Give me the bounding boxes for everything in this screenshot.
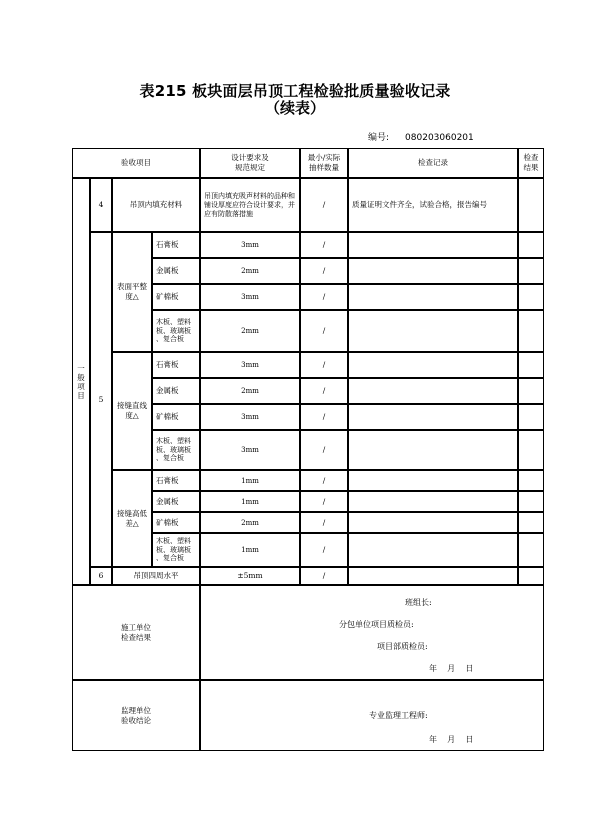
result-cell xyxy=(518,491,544,512)
material-label: 木板、塑料 板、玻璃板 、复合板 xyxy=(152,533,200,567)
design-value: 2mm xyxy=(200,512,300,533)
record-cell xyxy=(348,352,518,378)
material-label: 矿棉板 xyxy=(152,404,200,430)
record-cell xyxy=(348,284,518,310)
design-value: 2mm xyxy=(200,258,300,284)
result-cell xyxy=(518,512,544,533)
material-label: 矿棉板 xyxy=(152,512,200,533)
header-design-requirement: 设计要求及 规范规定 xyxy=(200,148,300,178)
result-cell xyxy=(518,258,544,284)
sample-value: / xyxy=(300,352,348,378)
design-value: 1mm xyxy=(200,533,300,567)
record-cell xyxy=(348,258,518,284)
result-cell xyxy=(518,533,544,567)
item-4-sample: / xyxy=(300,178,348,232)
material-label: 矿棉板 xyxy=(152,284,200,310)
result-cell xyxy=(518,232,544,258)
record-cell xyxy=(348,470,518,491)
sample-value: / xyxy=(300,533,348,567)
header-acceptance-item: 验收项目 xyxy=(72,148,200,178)
header-inspection-record: 检查记录 xyxy=(348,148,518,178)
supervision-signature-area xyxy=(200,680,544,751)
material-label: 金属板 xyxy=(152,378,200,404)
result-cell xyxy=(518,352,544,378)
item-5-group-2-name: 接缝直线 度△ xyxy=(112,352,152,470)
page-subtitle: （续表） xyxy=(264,99,325,117)
construction-signature-area xyxy=(200,585,544,680)
sample-value: / xyxy=(300,284,348,310)
design-value: 3mm xyxy=(200,232,300,258)
sample-value: / xyxy=(300,470,348,491)
record-cell xyxy=(348,512,518,533)
item-6-result xyxy=(518,567,544,585)
item-5-group-1-name: 表面平整 度△ xyxy=(112,232,152,352)
material-label: 金属板 xyxy=(152,491,200,512)
result-cell xyxy=(518,430,544,470)
supervision-unit-label: 监理单位 验收结论 xyxy=(72,680,200,751)
construction-date: 年 月 日 xyxy=(429,664,474,673)
sample-value: / xyxy=(300,430,348,470)
design-value: 1mm xyxy=(200,491,300,512)
item-4-design: 吊顶内填充吸声材料的品种和铺设厚度应符合设计要求，并应有防散落措施 xyxy=(200,178,300,232)
record-cell xyxy=(348,232,518,258)
item-6-sample: / xyxy=(300,567,348,585)
item-5-number: 5 xyxy=(90,232,112,567)
result-cell xyxy=(518,470,544,491)
record-code xyxy=(368,130,474,143)
item-4-number: 4 xyxy=(90,178,112,232)
code-value: 080203060201 xyxy=(405,133,474,143)
supervision-date: 年 月 日 xyxy=(429,735,474,744)
item-6-record xyxy=(348,567,518,585)
record-cell xyxy=(348,491,518,512)
item-6-number: 6 xyxy=(90,567,112,585)
item-6-design: ±5mm xyxy=(200,567,300,585)
header-min-actual: 最小/实际 抽样数量 xyxy=(300,148,348,178)
result-cell xyxy=(518,310,544,352)
record-cell xyxy=(348,430,518,470)
design-value: 3mm xyxy=(200,404,300,430)
project-inspector-label: 项目部质检员: xyxy=(377,642,428,651)
design-value: 1mm xyxy=(200,470,300,491)
general-items-label: 一 般 项 目 xyxy=(72,178,90,585)
record-cell xyxy=(348,378,518,404)
item-5-group-3-name: 接缝高低 差△ xyxy=(112,470,152,567)
record-cell xyxy=(348,404,518,430)
sample-value: / xyxy=(300,258,348,284)
sample-value: / xyxy=(300,232,348,258)
sample-value: / xyxy=(300,512,348,533)
item-6-name: 吊顶四周水平 xyxy=(112,567,200,585)
material-label: 石膏板 xyxy=(152,470,200,491)
sample-value: / xyxy=(300,378,348,404)
material-label: 石膏板 xyxy=(152,232,200,258)
item-4-name: 吊顶内填充材料 xyxy=(112,178,200,232)
subcontractor-inspector-label: 分包单位项目质检员: xyxy=(339,620,414,629)
material-label: 石膏板 xyxy=(152,352,200,378)
item-4-record: 质量证明文件齐全，试验合格，报告编号 xyxy=(348,178,518,232)
construction-unit-label: 施工单位 检查结果 xyxy=(72,585,200,680)
sample-value: / xyxy=(300,404,348,430)
result-cell xyxy=(518,404,544,430)
page-title: 表215 板块面层吊顶工程检验批质量验收记录 xyxy=(139,82,451,100)
design-value: 2mm xyxy=(200,310,300,352)
design-value: 2mm xyxy=(200,378,300,404)
sample-value: / xyxy=(300,310,348,352)
header-inspection-result: 检查 结果 xyxy=(518,148,544,178)
design-value: 3mm xyxy=(200,284,300,310)
team-leader-label: 班组长: xyxy=(405,598,432,607)
material-label: 木板、塑料 板、玻璃板 、复合板 xyxy=(152,310,200,352)
material-label: 金属板 xyxy=(152,258,200,284)
sample-value: / xyxy=(300,491,348,512)
result-cell xyxy=(518,378,544,404)
item-4-result xyxy=(518,178,544,232)
design-value: 3mm xyxy=(200,430,300,470)
result-cell xyxy=(518,284,544,310)
material-label: 木板、塑料 板、玻璃板 、复合板 xyxy=(152,430,200,470)
supervision-engineer-label: 专业监理工程师: xyxy=(369,711,428,720)
code-label: 编号: xyxy=(368,133,390,143)
record-cell xyxy=(348,533,518,567)
design-value: 3mm xyxy=(200,352,300,378)
record-cell xyxy=(348,310,518,352)
